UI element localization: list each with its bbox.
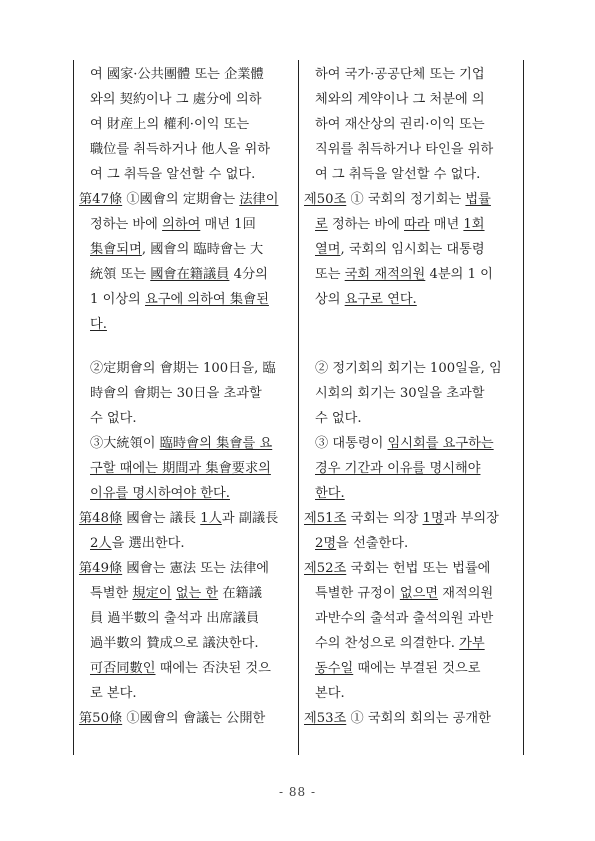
right-rule — [523, 60, 524, 755]
underlined-text: 제52조 — [304, 561, 347, 576]
text-segment: 본다. — [315, 686, 345, 701]
underlined-text: 의하여 — [162, 217, 201, 232]
text-segment: 때에는 否決된 것으 — [155, 661, 271, 676]
text-line — [304, 162, 518, 187]
underlined-text: 로 — [315, 217, 328, 232]
text-line — [304, 262, 518, 287]
underlined-text: 경우 기간과 이유를 명시해야 — [315, 461, 481, 476]
text-line — [79, 381, 293, 406]
text-segment: , 국회의 임시회는 대통령 — [340, 242, 485, 257]
text-line — [79, 606, 293, 631]
text-line — [304, 631, 518, 656]
text-segment: 在籍議 — [218, 586, 262, 601]
text-line — [79, 506, 293, 531]
underlined-text: 제51조 — [304, 511, 347, 526]
text-line — [304, 212, 518, 237]
underlined-text: 이유를 명시하여야 한다. — [90, 486, 230, 501]
text-segment: 過半數의 贊成으로 議決한다. — [90, 636, 259, 651]
text-segment: 체와의 계약이나 그 처분에 의 — [315, 92, 485, 107]
underlined-text: 열며 — [315, 242, 341, 257]
text-segment: ③大統領이 — [90, 436, 160, 451]
text-line — [79, 112, 293, 137]
text-segment: 국회는 헌법 또는 법률에 — [346, 561, 491, 576]
text-segment: 國會는 憲法 또는 法律에 — [122, 561, 270, 576]
text-line — [79, 481, 293, 506]
text-segment: 을 선출한다. — [336, 536, 409, 551]
text-line — [304, 406, 518, 431]
text-line — [304, 431, 518, 456]
text-line — [304, 556, 518, 581]
underlined-text: 동수일 — [315, 661, 354, 676]
text-segment: 또는 — [315, 267, 345, 282]
underlined-text: 1人 — [200, 511, 222, 526]
text-line — [304, 681, 518, 706]
text-line — [304, 481, 518, 506]
text-line — [304, 112, 518, 137]
text-segment: 로 본다. — [90, 686, 137, 701]
text-line — [304, 287, 518, 312]
text-line — [304, 581, 518, 606]
text-line — [79, 456, 293, 481]
text-line — [304, 706, 518, 731]
underlined-text: 臨時會의 集會를 요 — [159, 436, 273, 451]
text-segment: 상의 — [315, 292, 345, 307]
right-column-new-text — [304, 62, 518, 731]
underlined-text: 제53조 — [304, 711, 347, 726]
underlined-text: 없으면 — [399, 586, 439, 601]
text-line — [79, 556, 293, 581]
underlined-text: 다. — [90, 317, 107, 332]
text-line — [304, 456, 518, 481]
text-segment: ①國會의 會議는 公開한 — [122, 711, 266, 726]
underlined-text: 요구에 의하여 集會된 — [145, 292, 269, 307]
text-segment: 과 副議長 — [221, 511, 279, 526]
text-segment: ② 정기회의 회기는 100일을, 임 — [315, 361, 502, 376]
text-line — [79, 681, 293, 706]
text-line — [304, 87, 518, 112]
text-line — [304, 356, 518, 381]
text-segment: 특별한 규정이 — [315, 586, 400, 601]
text-line — [304, 506, 518, 531]
text-line — [304, 656, 518, 681]
underlined-text: 가부 — [459, 636, 485, 651]
underlined-text: 規定이 — [132, 586, 172, 601]
text-segment: 정하는 바에 — [327, 217, 405, 232]
text-segment: 수의 찬성으로 의결한다. — [315, 636, 460, 651]
underlined-text: 集會되며 — [90, 242, 142, 257]
text-line — [304, 237, 518, 262]
text-line — [304, 381, 518, 406]
text-line — [79, 581, 293, 606]
text-line — [79, 162, 293, 187]
text-line — [79, 287, 293, 312]
text-segment: 4분의 1 이 — [425, 267, 493, 282]
text-segment: 수 없다. — [90, 411, 137, 426]
text-segment: ①國會의 定期會는 — [122, 192, 240, 207]
text-segment: 하여 재산상의 권리·이익 또는 — [315, 117, 485, 132]
text-line — [304, 312, 518, 337]
text-line — [79, 262, 293, 287]
underlined-text: 구할 때에는 期間과 集會要求의 — [90, 461, 271, 476]
underlined-text: 제50조 — [304, 192, 347, 207]
text-segment: ① 국회의 정기회는 — [346, 192, 466, 207]
underlined-text: 국회 재적의원 — [344, 267, 426, 282]
text-line — [79, 656, 293, 681]
text-segment: 職位를 취득하거나 他人을 위하 — [90, 142, 270, 157]
left-column-old-text — [79, 62, 293, 731]
text-segment: 국회는 의장 — [346, 511, 423, 526]
text-segment: ③ 대통령이 — [315, 436, 388, 451]
text-line — [79, 356, 293, 381]
text-segment: 특별한 — [90, 586, 133, 601]
underlined-text: 임시회를 요구하는 — [387, 436, 494, 451]
text-segment: 매년 1回 — [200, 217, 256, 232]
text-segment: 1 이상의 — [90, 292, 145, 307]
underlined-text: 可否同數인 — [90, 661, 156, 676]
text-segment: 4分의 — [229, 267, 268, 282]
text-line — [79, 237, 293, 262]
underlined-text: 1회 — [463, 217, 485, 232]
text-segment: 統領 또는 — [90, 267, 151, 282]
text-segment: 매년 — [429, 217, 464, 232]
underlined-text: 2명 — [315, 536, 337, 551]
underlined-text: 1명 — [422, 511, 444, 526]
text-segment: 하여 국가·공공단체 또는 기업 — [315, 67, 485, 82]
text-segment: , 國會의 臨時會는 大 — [141, 242, 264, 257]
underlined-text: 法律이 — [239, 192, 279, 207]
underlined-text: 第50條 — [79, 711, 123, 726]
text-line — [304, 137, 518, 162]
text-segment: 여 財産上의 權利·이익 또는 — [90, 117, 250, 132]
text-segment: 여 그 취득을 알선할 수 없다. — [315, 167, 481, 182]
text-segment: 시회의 회기는 30일을 초과할 — [315, 386, 485, 401]
text-line — [79, 312, 293, 337]
underlined-text: 법률 — [465, 192, 491, 207]
text-segment: 을 選出한다. — [111, 536, 185, 551]
text-segment: 재적의원 — [438, 586, 494, 601]
text-segment: 와의 契約이나 그 處分에 의하 — [90, 92, 262, 107]
underlined-text: 요구로 연다. — [344, 292, 417, 307]
left-rule — [73, 60, 74, 755]
text-segment: 員 過半數의 출석과 出席議員 — [90, 611, 260, 626]
underlined-text: 따라 — [404, 217, 430, 232]
text-line — [79, 431, 293, 456]
text-segment: ① 국회의 회의는 공개한 — [346, 711, 491, 726]
text-segment: 여 그 취득을 알선할 수 없다. — [90, 167, 256, 182]
text-segment: 과반수의 출석과 출석의원 과반 — [315, 611, 494, 626]
text-segment: 정하는 바에 — [90, 217, 163, 232]
text-line — [304, 62, 518, 87]
underlined-text: 한다. — [315, 486, 345, 501]
text-line — [79, 137, 293, 162]
text-segment: 수 없다. — [315, 411, 362, 426]
text-line — [79, 531, 293, 556]
text-line — [79, 187, 293, 212]
text-segment: 時會의 會期는 30日을 초과할 — [90, 386, 262, 401]
text-line — [304, 606, 518, 631]
text-segment: 여 國家·公共團體 또는 企業體 — [90, 67, 264, 82]
underlined-text: 第49條 — [79, 561, 123, 576]
text-segment: 과 부의장 — [443, 511, 499, 526]
center-rule — [298, 60, 299, 755]
text-line — [304, 187, 518, 212]
text-line — [304, 531, 518, 556]
text-line — [79, 62, 293, 87]
text-segment: 때에는 부결된 것으로 — [353, 661, 481, 676]
text-line — [79, 212, 293, 237]
underlined-text: 國會在籍議員 — [150, 267, 230, 282]
text-segment: ②定期會의 會期는 100日을, 臨 — [90, 361, 276, 376]
page-number: - 88 - — [278, 785, 316, 799]
underlined-text: 第48條 — [79, 511, 123, 526]
text-line — [79, 406, 293, 431]
text-segment: 직위를 취득하거나 타인을 위하 — [315, 142, 494, 157]
text-line — [79, 87, 293, 112]
underlined-text: 第47條 — [79, 192, 123, 207]
text-segment: 國會는 議長 — [122, 511, 201, 526]
underlined-text: 없는 한 — [175, 586, 219, 601]
underlined-text: 2人 — [90, 536, 112, 551]
text-line — [79, 631, 293, 656]
text-line — [79, 706, 293, 731]
